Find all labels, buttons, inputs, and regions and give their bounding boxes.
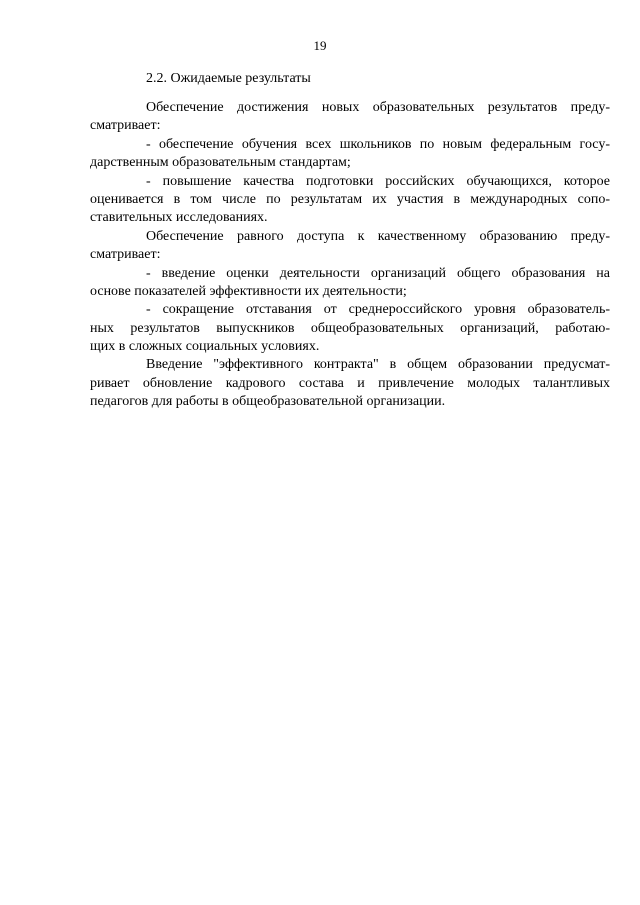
text-line: сматривает: — [90, 247, 161, 263]
text-line: - повышение качества подготовки российских обучающихся, которое — [146, 173, 610, 189]
text-line: педагогов для работы в общеобразовательной организации. — [90, 394, 446, 410]
text-line: Обеспечение равного доступа к качественному образованию преду- — [146, 228, 610, 244]
body-text — [90, 99, 610, 412]
text-line: Обеспечение достижения новых образовательных результатов преду- — [146, 100, 610, 115]
text-line: Введение "эффективного контракта" в общем образовании предусмат- — [146, 357, 610, 373]
text-line: - обеспечение обучения всех школьников по новым федеральным госу- — [146, 136, 610, 152]
text-line: - сокращение отставания от среднероссийского уровня образователь- — [146, 302, 610, 318]
page-number: 19 — [313, 38, 327, 53]
text-line: сматривает: — [90, 118, 161, 134]
text-line: оценивается в том числе по результатам их участия в международных сопо- — [90, 191, 610, 207]
text-line: дарственным образовательным стандартам; — [90, 155, 351, 171]
text-line: ставительных исследованиях. — [90, 210, 268, 226]
section-heading: 2.2. Ожидаемые результаты — [146, 71, 311, 86]
text-line: основе показателей эффективности их деятельности; — [90, 283, 407, 299]
text-line: щих в сложных социальных условиях. — [90, 339, 320, 355]
text-line: ных результатов выпускников общеобразовательных организаций, работаю- — [90, 320, 610, 336]
text-line: ривает обновление кадрового состава и привлечение молодых талантливых — [90, 375, 610, 391]
text-line: - введение оценки деятельности организаций общего образования на — [146, 265, 610, 281]
